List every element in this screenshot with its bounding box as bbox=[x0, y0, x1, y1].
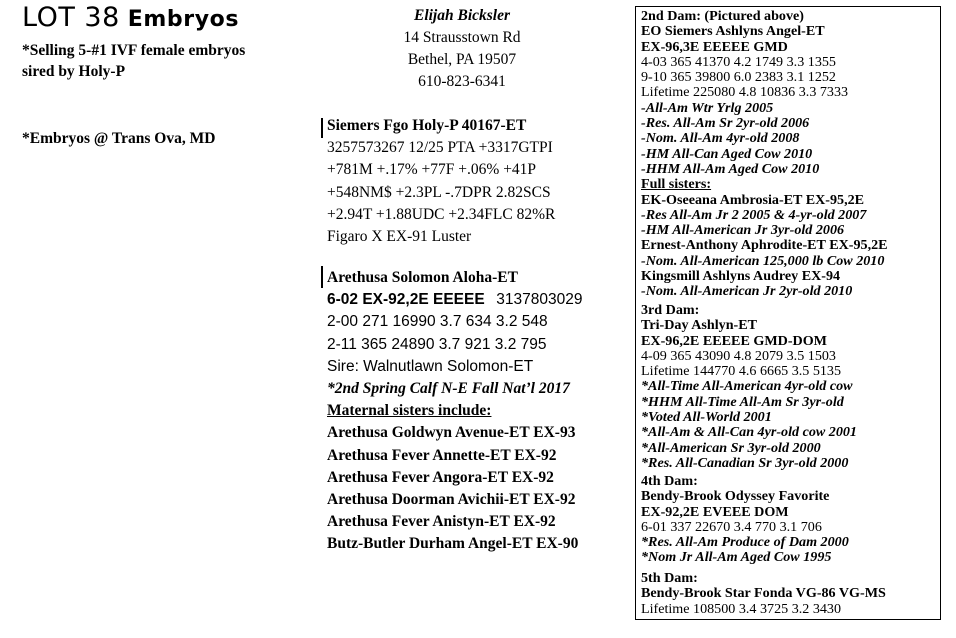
lot-subtitle: Embryos bbox=[127, 7, 240, 32]
full-sister-1-name: EK-Oseeana Ambrosia-ET EX-95,2E bbox=[641, 191, 865, 208]
fifth-dam-name: Bendy-Brook Star Fonda VG-86 VG-MS bbox=[641, 585, 886, 602]
fourth-dam-name: Bendy-Brook Odyssey Favorite bbox=[641, 488, 830, 505]
full-sisters-header: Full sisters: bbox=[641, 176, 712, 193]
consignor-city: Bethel, PA 19507 bbox=[407, 51, 517, 68]
full-sister-2-note-1: -Nom. All-American 125,000 lb Cow 2010 bbox=[641, 252, 885, 269]
sire-block bbox=[327, 115, 555, 248]
dam-classification: 6-02 EX-92,2E EEEEE bbox=[327, 291, 485, 309]
dam-registration: 3137803029 bbox=[496, 291, 583, 309]
third-dam-record-2: Lifetime 144770 4.6 6665 3.5 5135 bbox=[641, 363, 842, 380]
dam-bracket-line bbox=[321, 266, 323, 288]
fifth-dam-section bbox=[641, 571, 886, 617]
embryo-location-note: *Embryos @ Trans Ova, MD bbox=[22, 130, 216, 147]
fourth-dam-record-1: 6-01 337 22670 3.4 770 3.1 706 bbox=[641, 518, 822, 535]
dam-sire: Sire: Walnutlawn Solomon-ET bbox=[327, 357, 534, 375]
second-dam-award-5: -HHM All-Am Aged Cow 2010 bbox=[641, 160, 820, 177]
lot-title bbox=[22, 2, 239, 33]
second-dam-name: EO Siemers Ashlyns Angel-ET bbox=[641, 23, 825, 40]
dam-record-2: 2-11 365 24890 3.7 921 3.2 795 bbox=[327, 335, 547, 353]
third-dam-header: 3rd Dam: bbox=[641, 302, 700, 318]
sire-line-1: 3257573267 12/25 PTA +3317GTPI bbox=[327, 139, 553, 157]
second-dam-record-3: Lifetime 225080 4.8 10836 3.3 7333 bbox=[641, 84, 849, 101]
third-dam-award-4: *All-Am & All-Can 4yr-old cow 2001 bbox=[641, 424, 857, 441]
full-sister-3-note-1: -Nom. All-American Jr 2yr-old 2010 bbox=[641, 283, 853, 300]
fourth-dam-award-2: *Nom Jr All-Am Aged Cow 1995 bbox=[641, 549, 832, 566]
fifth-dam-header: 5th Dam: bbox=[641, 570, 698, 586]
sire-line-3: +548NM$ +2.3PL -.7DPR 2.82SCS bbox=[327, 183, 551, 201]
full-sister-2-name: Ernest-Anthony Aphrodite-ET EX-95,2E bbox=[641, 237, 888, 254]
dam-record-1: 2-00 271 16990 3.7 634 3.2 548 bbox=[327, 313, 548, 331]
second-dam-record-2: 9-10 365 39800 6.0 2383 3.1 1252 bbox=[641, 69, 836, 86]
maternal-sisters-header: Maternal sisters include: bbox=[327, 402, 492, 420]
fourth-dam-classification: EX-92,2E EVEEE DOM bbox=[641, 503, 789, 520]
lot-number: LOT 38 bbox=[22, 2, 120, 33]
selling-note-line1: *Selling 5-#1 IVF female embryos bbox=[22, 42, 246, 59]
second-dam-award-1: -All-Am Wtr Yrlg 2005 bbox=[641, 99, 774, 116]
consignor-phone: 610-823-6341 bbox=[418, 73, 506, 90]
second-dam-classification: EX-96,3E EEEEE GMD bbox=[641, 38, 788, 55]
second-dam-section bbox=[641, 9, 888, 300]
third-dam-award-6: *Res. All-Canadian Sr 3yr-old 2000 bbox=[641, 454, 849, 471]
fourth-dam-award-1: *Res. All-Am Produce of Dam 2000 bbox=[641, 534, 849, 551]
fourth-dam-header: 4th Dam: bbox=[641, 473, 698, 489]
third-dam-section bbox=[641, 303, 857, 471]
second-dam-award-4: -HM All-Can Aged Cow 2010 bbox=[641, 145, 813, 162]
second-dam-header: 2nd Dam: (Pictured above) bbox=[641, 8, 804, 24]
third-dam-record-1: 4-09 365 43090 4.8 2079 3.5 1503 bbox=[641, 347, 836, 364]
third-dam-classification: EX-96,2E EEEEE GMD-DOM bbox=[641, 332, 827, 349]
maternal-sister-3: Arethusa Fever Angora-ET EX-92 bbox=[327, 468, 554, 486]
consignor-name: Elijah Bicksler bbox=[413, 7, 511, 24]
full-sister-3-name: Kingsmill Ashlyns Audrey EX-94 bbox=[641, 268, 841, 285]
dam-award: *2nd Spring Calf N-E Fall Nat’l 2017 bbox=[327, 380, 570, 398]
full-sister-1-note-1: -Res All-Am Jr 2 2005 & 4-yr-old 2007 bbox=[641, 206, 867, 223]
maternal-sister-2: Arethusa Fever Annette-ET EX-92 bbox=[327, 446, 557, 464]
consignor-street: 14 Strausstown Rd bbox=[403, 29, 521, 46]
selling-note-line2: sired by Holy-P bbox=[22, 63, 126, 80]
third-dam-name: Tri-Day Ashlyn-ET bbox=[641, 317, 758, 334]
second-dam-record-1: 4-03 365 41370 4.2 1749 3.3 1355 bbox=[641, 53, 836, 70]
maternal-sister-1: Arethusa Goldwyn Avenue-ET EX-93 bbox=[327, 424, 576, 442]
consignor-block bbox=[362, 5, 562, 93]
sire-line-5: Figaro X EX-91 Luster bbox=[327, 228, 472, 246]
fifth-dam-record-1: Lifetime 108500 3.4 3725 3.2 3430 bbox=[641, 600, 842, 617]
sire-line-4: +2.94T +1.88UDC +2.34FLC 82%R bbox=[327, 205, 556, 223]
maternal-sister-6: Butz-Butler Durham Angel-ET EX-90 bbox=[327, 535, 579, 553]
third-dam-award-1: *All-Time All-American 4yr-old cow bbox=[641, 378, 853, 395]
second-dam-award-3: -Nom. All-Am 4yr-old 2008 bbox=[641, 130, 800, 147]
maternal-sister-5: Arethusa Fever Anistyn-ET EX-92 bbox=[327, 513, 556, 531]
dam-block bbox=[327, 267, 583, 556]
sire-bracket-line bbox=[321, 118, 323, 138]
maternal-sister-4: Arethusa Doorman Avichii-ET EX-92 bbox=[327, 491, 576, 509]
third-dam-award-2: *HHM All-Time All-Am Sr 3yr-old bbox=[641, 393, 844, 410]
sire-name: Siemers Fgo Holy-P 40167-ET bbox=[327, 117, 527, 134]
dam-name: Arethusa Solomon Aloha-ET bbox=[327, 269, 518, 286]
third-dam-award-3: *Voted All-World 2001 bbox=[641, 409, 772, 426]
third-dam-award-5: *All-American Sr 3yr-old 2000 bbox=[641, 439, 821, 456]
fourth-dam-section bbox=[641, 474, 849, 566]
second-dam-award-2: -Res. All-Am Sr 2yr-old 2006 bbox=[641, 115, 810, 132]
sire-line-2: +781M +.17% +77F +.06% +41P bbox=[327, 161, 537, 179]
full-sister-1-note-2: -HM All-American Jr 3yr-old 2006 bbox=[641, 222, 845, 239]
